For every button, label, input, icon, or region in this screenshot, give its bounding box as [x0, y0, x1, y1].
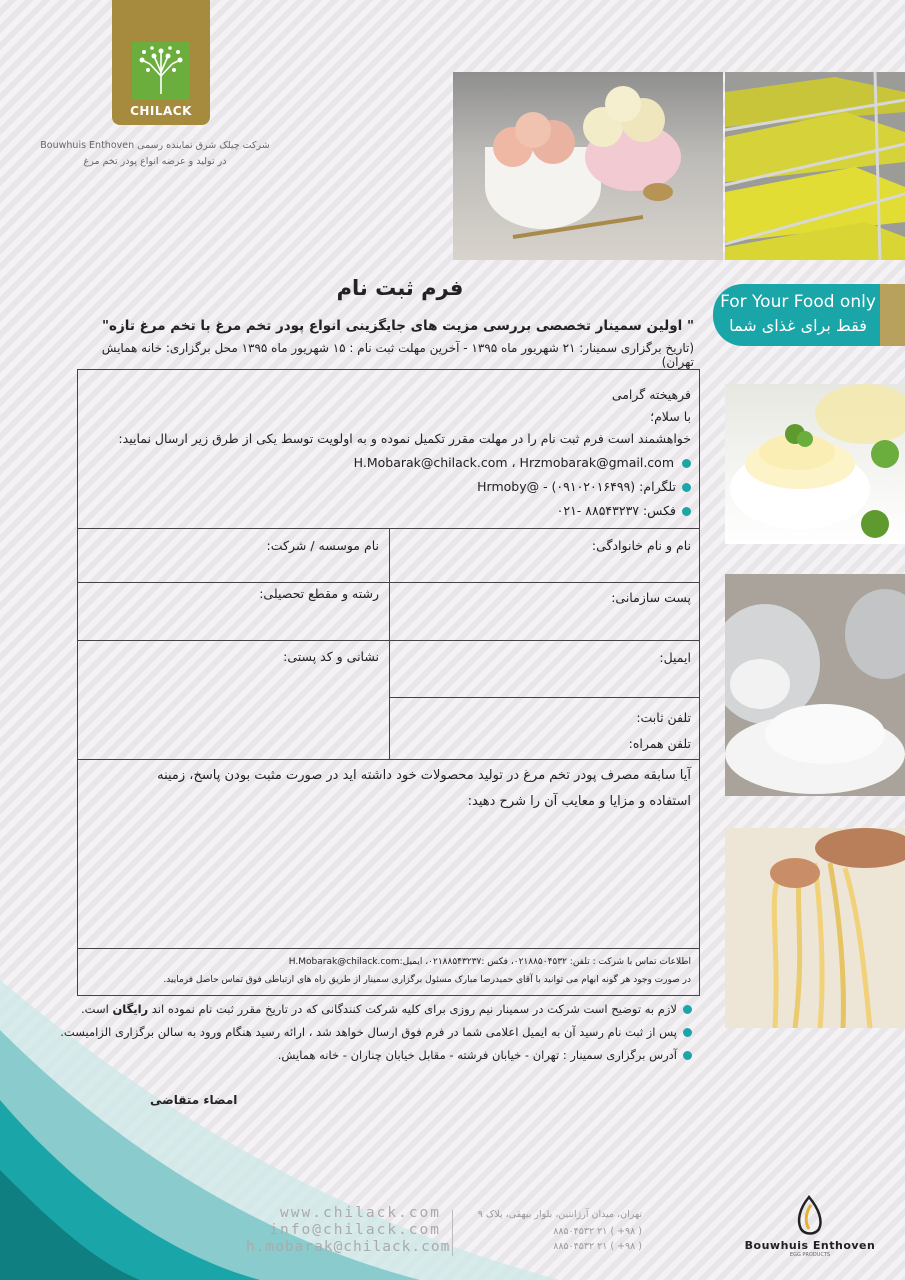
field-address[interactable]: نشانی و کد پستی:: [283, 649, 379, 664]
footer-website[interactable]: www.chilack.com: [280, 1205, 441, 1221]
field-position[interactable]: پست سازمانی:: [611, 590, 691, 605]
partner-subtitle: EGG PRODUCTS: [789, 1252, 831, 1258]
tagline-en: For Your Food only: [720, 292, 876, 312]
note-receipt: [60, 1025, 692, 1039]
question-line-2[interactable]: استفاده و مزایا و معایب آن را شرح دهید:: [467, 794, 691, 809]
bullet-icon: [683, 1005, 692, 1014]
flour-photo: [725, 574, 905, 796]
field-name[interactable]: نام و نام خانوادگی:: [591, 538, 691, 553]
tagline-banner: [713, 284, 893, 346]
divider: [389, 528, 390, 759]
company-contact-info: اطلاعات تماس با شرکت : تلفن: ۰۲۱۸۸۵۰۴۵۳۲، فکس :۰۲۱۸۸۵۴۳۲۳۷، ایمیل:H.Mobarak@chilack.com: [288, 957, 691, 967]
note-1-bold: رایگان: [112, 1002, 149, 1016]
contact-fax-line: [557, 503, 691, 518]
chilack-logo: [112, 0, 210, 125]
contact-telegram-line: [477, 479, 691, 494]
contact-email-line: [354, 455, 691, 470]
applicant-signature[interactable]: امضاء متقاضی: [150, 1093, 238, 1107]
bullet-icon: [683, 1028, 692, 1037]
bullet-icon: [682, 483, 691, 492]
footer-phone-1: ( ۹۸+ ) ۲۱ ۸۸۵۰۴۵۳۲: [553, 1226, 642, 1237]
egg-powder-trays-photo: [725, 72, 905, 260]
note-3: آدرس برگزاری سمینار : تهران - خیابان فرشته - مقابل خیابان چناران - خانه همایش.: [277, 1048, 677, 1062]
tagline-gold-strip: [880, 284, 905, 346]
footer-email-mobarak[interactable]: h.mobarak@chilack.com: [246, 1239, 451, 1255]
field-mobile[interactable]: تلفن همراه:: [628, 736, 691, 751]
salam: با سلام؛: [650, 409, 691, 424]
bullet-icon: [682, 507, 691, 516]
field-study[interactable]: رشته و مقطع تحصیلی:: [259, 586, 379, 601]
contact-email: H.Mobarak@chilack.com ، Hrzmobarak@gmail.com: [353, 455, 674, 470]
ambiguity-note: در صورت وجود هر گونه ابهام می توانید با آقای حمیدرضا مبارک مسئول برگزاری سمینار از طریق راه های ارتباطی فوق تماس حاصل فرمایید.: [163, 975, 691, 985]
registration-form: [77, 369, 700, 996]
seminar-dates: (تاریخ برگزاری سمینار: ۲۱ شهریور ماه ۱۳۹۵ - آخرین مهلت ثبت نام : ۱۵ شهریور ماه ۱۳۹۵ محل برگزاری: خانه همایش تهران): [101, 341, 694, 369]
note-address: [278, 1048, 692, 1062]
bullet-icon: [682, 459, 691, 468]
note-1-post: است.: [81, 1002, 113, 1016]
bullet-icon: [683, 1051, 692, 1060]
tree-icon: [132, 42, 190, 100]
company-line-1: شرکت چیلک شرق نماینده رسمی Bouwhuis Enthoven: [40, 140, 270, 151]
note-free: [81, 1002, 692, 1016]
partner-name: Bouwhuis Enthoven: [744, 1239, 876, 1252]
pasta-photo: [725, 828, 905, 1028]
field-landline[interactable]: تلفن ثابت:: [636, 710, 691, 725]
company-line-2: در تولید و عرضه انواع پودر تخم مرغ: [83, 156, 227, 167]
contact-fax: فکس: ۸۸۵۴۳۲۳۷ -۰۲۱: [556, 503, 676, 518]
seminar-title: " اولین سمینار تخصصی بررسی مزیت های جایگزینی انواع پودر تخم مرغ با تخم مرغ تازه": [102, 318, 694, 334]
divider: [389, 697, 699, 698]
tagline-fa: فقط برای غذای شما: [729, 316, 867, 335]
contact-telegram: تلگرام: Hrmoby@ - (۰۹۱۰۲۰۱۶۴۹۹): [477, 479, 676, 494]
footer-phone-2: ( ۹۸+ ) ۲۱ ۸۸۵۰۴۵۳۲: [553, 1241, 642, 1252]
greeting: فرهیخته گرامی: [611, 387, 691, 402]
field-email[interactable]: ایمیل:: [659, 650, 691, 665]
question-line-1: آیا سابقه مصرف پودر تخم مرغ در تولید محصولات خود داشته اید در صورت مثبت بودن پاسخ، زمینه: [157, 768, 691, 783]
note-1-pre: لازم به توضیح است شرکت در سمینار نیم روزی برای کلیه شرکت کنندگانی که در تاریخ مقرر ثبت نام نموده اند: [148, 1002, 677, 1016]
instruction: خواهشمند است فرم ثبت نام را در مهلت مقرر تکمیل نموده و به اولویت توسط یکی از طرق زیر ارسال نمایید:: [118, 431, 691, 446]
divider: [78, 759, 699, 760]
footer-separator: [452, 1210, 453, 1256]
divider: [78, 948, 699, 949]
field-institute[interactable]: نام موسسه / شرکت:: [266, 538, 379, 553]
note-2: پس از ثبت نام رسید آن به ایمیل اعلامی شما در فرم فوق ارسال خواهد شد ، ارائه رسید هنگام ورود به سالن برگزاری الزامیست.: [60, 1025, 677, 1039]
form-title: فرم ثبت نام: [336, 276, 464, 300]
footer-email-info[interactable]: info@chilack.com: [269, 1222, 441, 1238]
bouwhuis-egg-icon: [793, 1195, 825, 1237]
logo-text: CHILACK: [130, 104, 192, 118]
ice-cream-photo: [453, 72, 723, 260]
footer-address: تهران، میدان آرژانتین، بلوار بیهقی، پلاک ۹: [477, 1209, 642, 1220]
mayonnaise-photo: [725, 384, 905, 544]
